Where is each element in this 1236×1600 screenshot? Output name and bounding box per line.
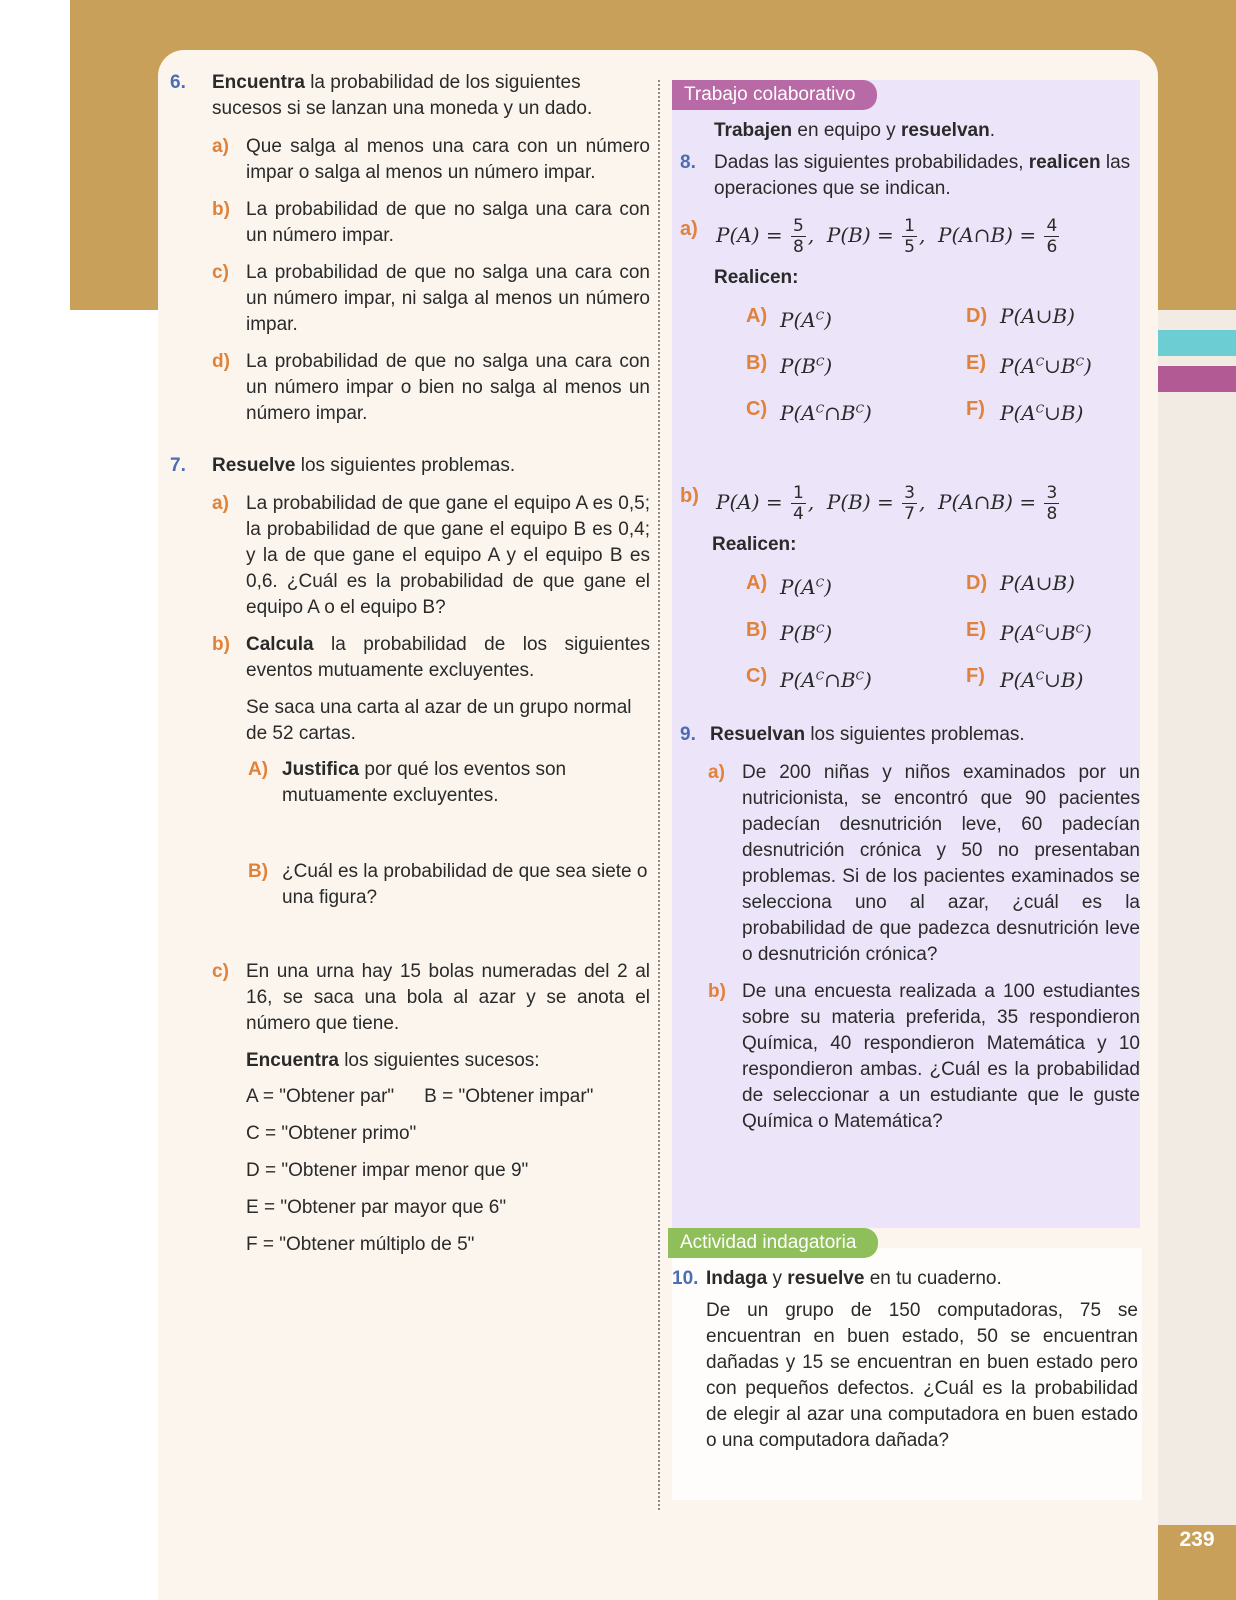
operation-B: B) $P(B^C)$ (746, 351, 833, 379)
fraction: $\frac{1}{5}$ (904, 216, 915, 257)
exercise-10-text: De un grupo de 150 computadoras, 75 se encuentran en buen estado, 50 se encuentran dañadas y 15 se encuentran en buen estado pero con pequeños defectos. ¿Cuál es la probabilidad de elegir al azar una computadora en buen estado o una computadora dañada? (706, 1300, 1138, 1451)
exercise-6-item-b: b) La probabilidad de que no salga una cara con un número impar. (212, 199, 650, 246)
exercise-10: 10. Indaga y resuelve en tu cuaderno. (672, 1268, 1002, 1289)
right-column (680, 80, 1140, 1146)
exercise-6 (170, 70, 650, 122)
exercise-8a-given: a) P(A) = $\frac{5}{8}$ , P(B) = $\frac{1}{5}$ , P(A∩B) = $\frac{4}{6}$ (680, 216, 1058, 257)
exercise-number: 9. (680, 723, 696, 745)
fraction: $\frac{3}{8}$ (1046, 482, 1058, 524)
exercise-8a-operations (680, 303, 1140, 427)
realicen-label: Realicen: (714, 267, 799, 288)
exercise-verb: Resuelve (212, 455, 296, 476)
fraction: $\frac{4}{6}$ (1046, 216, 1058, 257)
event-F: F = "Obtener múltiplo de 5" (246, 1234, 475, 1255)
operation-F: F) $P(A^C\cup B)$ (966, 665, 1084, 692)
fraction: $\frac{1}{4}$ (792, 482, 804, 524)
exercise-8b-operations (680, 570, 1140, 694)
exercise-7-item-c: c) En una urna hay 15 bolas numeradas del 2 al 16, se saca una bola al azar y se anota el número que tiene. (212, 961, 650, 1034)
collaborative-badge: Trabajo colaborativo (672, 80, 877, 110)
operation-A: A) $P(A^C)$ (746, 571, 832, 599)
event-D: D = "Obtener impar menor que 9" (246, 1160, 529, 1181)
exercise-7b-part-A: A) Justifica por qué los eventos son mutuamente excluyentes. (248, 759, 567, 806)
event-B: B = "Obtener impar" (424, 1086, 594, 1107)
operation-D: D) P(A∪B) (966, 304, 1075, 328)
exercise-7-item-a: a) La probabilidad de que gane el equipo A es 0,5; la probabilidad de que gane el equipo B es 0,4; y la de que gane el equipo A y el equipo B es 0,6. ¿Cuál es la probabilidad de que gane el equipo A o el equipo B? (212, 493, 650, 618)
exercise-6-item-c: c) La probabilidad de que no salga una cara con un número impar, ni salga al menos un número impar. (212, 262, 650, 335)
column-divider (658, 80, 660, 1510)
operation-A: A) $P(A^C)$ (746, 305, 832, 332)
left-column (170, 70, 650, 1269)
operation-C: C) $P(A^C\cap B^C)$ (746, 665, 872, 692)
inquiry-badge: Actividad indagatoria (668, 1228, 878, 1258)
fraction: $\frac{3}{7}$ (904, 482, 915, 524)
exercise-verb: Encuentra (212, 72, 305, 93)
exercise-7b-part-B: B) ¿Cuál es la probabilidad de que sea siete o una figura? (248, 861, 648, 908)
event-C: C = "Obtener primo" (246, 1123, 417, 1144)
operation-C: C) $P(A^C\cap B^C)$ (746, 398, 872, 425)
exercise-text: los siguientes problemas. (295, 455, 516, 476)
operation-F: F) $P(A^C\cup B)$ (966, 398, 1084, 425)
operation-D: D) P(A∪B) (966, 570, 1075, 595)
exercise-number: 7. (170, 455, 186, 476)
realicen-label: Realicen: (712, 533, 797, 555)
operation-E: E) $P(A^C\cup B^C)$ (966, 618, 1092, 646)
section-tab-cyan (1158, 330, 1236, 356)
inquiry-section (668, 1228, 1138, 1454)
exercise-6-item-a: a) Que salga al menos una cara con un número impar o salga al menos un número impar. (212, 136, 650, 183)
exercise-7c-instruction: Encuentra los siguientes sucesos: (246, 1050, 540, 1071)
exercise-7-item-b: b) Calcula la probabilidad de los siguientes eventos mutuamente excluyentes. (212, 634, 650, 681)
collaborative-instruction: Trabajen en equipo y resuelvan. (714, 120, 995, 141)
section-tab-magenta (1158, 366, 1236, 392)
exercise-number: 8. (680, 152, 696, 173)
exercise-9-item-a: a) De 200 niñas y niños examinados por un nutricionista, se encontró que 90 pacientes padecían desnutrición leve, 60 padecían desnutrición crónica y 50 no presentaban problemas. Si de los pacientes examinados se selecciona uno al azar, ¿cuál es la probabilidad de que padezca desnutrición leve o desnutrición crónica? (708, 761, 1140, 965)
operation-B: B) $P(B^C)$ (746, 618, 833, 646)
exercise-number: 6. (170, 72, 186, 93)
fraction: $\frac{5}{8}$ (792, 216, 804, 257)
event-E: E = "Obtener par mayor que 6" (246, 1197, 507, 1218)
exercise-8: 8. Dadas las siguientes probabilidades, realicen las operaciones que se indican. (680, 152, 1131, 199)
right-margin (1158, 310, 1236, 1525)
event-row-AB (170, 1084, 650, 1110)
event-A: A = "Obtener par" (246, 1086, 395, 1107)
exercise-9: 9. Resuelvan los siguientes problemas. (680, 722, 1140, 748)
exercise-9-item-b: b) De una encuesta realizada a 100 estudiantes sobre su materia preferida, 35 respondieron Química, 40 respondieron Matemática y 10 respondieron ambas. ¿Cuál es la probabilidad de seleccionar a un estudiante que le guste Química o Matemática? (708, 980, 1140, 1132)
exercise-6-item-d: d) La probabilidad de que no salga una cara con un número impar o bien no salga al menos un número impar. (212, 351, 650, 424)
page-number: 239 (1179, 1528, 1215, 1551)
exercise-8b-given: b) P(A) = $\frac{1}{4}$ , P(B) = $\frac{3}{7}$ , P(A∩B) = $\frac{3}{8}$ (680, 482, 1058, 524)
exercise-text: la probabilidad de los siguientes sucesos si se lanzan una moneda y un dado. (212, 72, 593, 119)
exercise-7b-context: Se saca una carta al azar de un grupo normal de 52 cartas. (246, 697, 632, 744)
operation-E: E) $P(A^C\cup B^C)$ (966, 351, 1092, 379)
exercise-7 (170, 453, 650, 479)
